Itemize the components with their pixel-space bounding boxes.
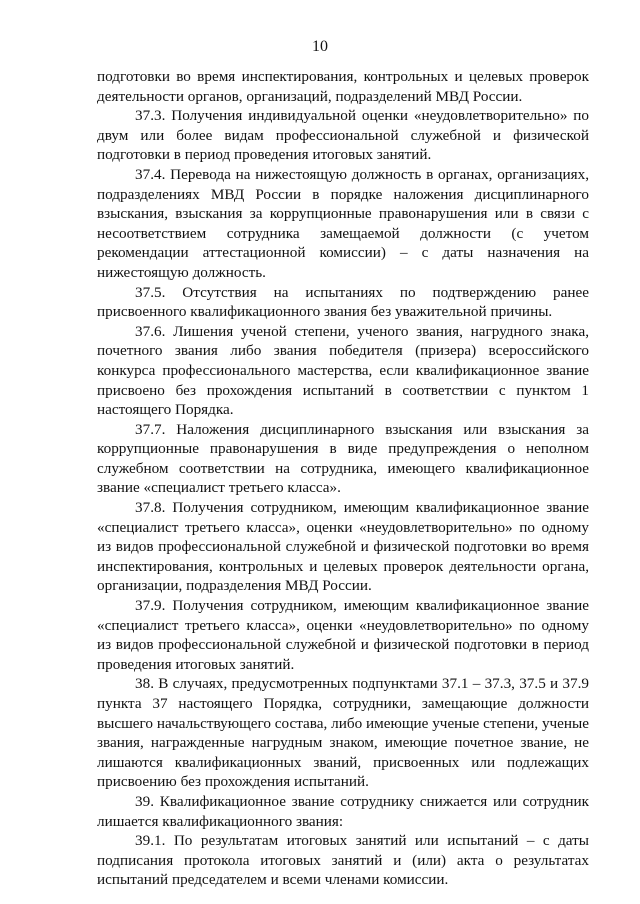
document-body	[97, 67, 589, 890]
paragraph-38: 38. В случаях, предусмотренных подпунктами 37.1 – 37.3, 37.5 и 37.9 пункта 37 настоящего Порядка, сотрудники, замещающие должности высшего начальствующего состава, либо имеющие ученые степени, ученые звания, награжденные нагрудным знаком, имеющие почетное звание, не лишаются квалификационных званий, присвоенных или подлежащих присвоению без прохождения испытаний.	[97, 675, 589, 791]
paragraph-37-3: 37.3. Получения индивидуальной оценки «неудовлетворительно» по двум или более видам профессиональной служебной и физической подготовки в период проведения итоговых занятий.	[97, 107, 589, 164]
paragraph-37-7: 37.7. Наложения дисциплинарного взыскания или взыскания за коррупционные правонарушения в виде предупреждения о неполном служебном соответствии на сотрудника, имеющего квалификационное звание «специалист третьего класса».	[97, 420, 589, 497]
page-number: 10	[312, 38, 328, 55]
paragraph-37-5: 37.5. Отсутствия на испытаниях по подтверждению ранее присвоенного квалификационного звания без уважительной причины.	[97, 283, 589, 321]
paragraph-37-4: 37.4. Перевода на нижестоящую должность в органах, организациях, подразделениях МВД России в порядке наложения дисциплинарного взыскания, взыскания за коррупционные правонарушения или в связи с несоответствием сотрудника замещаемой должности (с учетом рекомендации аттестационной комиссии) – с даты назначения на нижестоящую должность.	[97, 165, 589, 281]
paragraph-37-9: 37.9. Получения сотрудником, имеющим квалификационное звание «специалист третьего класса», оценки «неудовлетворительно» по одному из видов профессиональной служебной и физической подготовки в период проведения итоговых занятий.	[97, 597, 589, 673]
paragraph-37-6: 37.6. Лишения ученой степени, ученого звания, нагрудного знака, почетного звания либо звания победителя (призера) всероссийского конкурса профессионального мастерства, если квалификационное звание присвоено без прохождения испытаний в соответствии с пунктом 1 настоящего Порядка.	[97, 322, 589, 419]
paragraph-39-1: 39.1. По результатам итоговых занятий или испытаний – с даты подписания протокола итоговых занятий и (или) акта о результатах испытаний председателем и всеми членами комиссии.	[97, 832, 589, 889]
paragraph-37-8: 37.8. Получения сотрудником, имеющим квалификационное звание «специалист третьего класса», оценки «неудовлетворительно» по одному из видов профессиональной служебной и физической подготовки во время инспектирования, контрольных и целевых проверок деятельности органа, организации, подразделения МВД России.	[97, 499, 589, 595]
paragraph-continuation: подготовки во время инспектирования, контрольных и целевых проверок деятельности органов, организаций, подразделений МВД России.	[97, 68, 589, 105]
paragraph-39: 39. Квалификационное звание сотруднику снижается или сотрудник лишается квалификационного звания:	[97, 792, 589, 830]
